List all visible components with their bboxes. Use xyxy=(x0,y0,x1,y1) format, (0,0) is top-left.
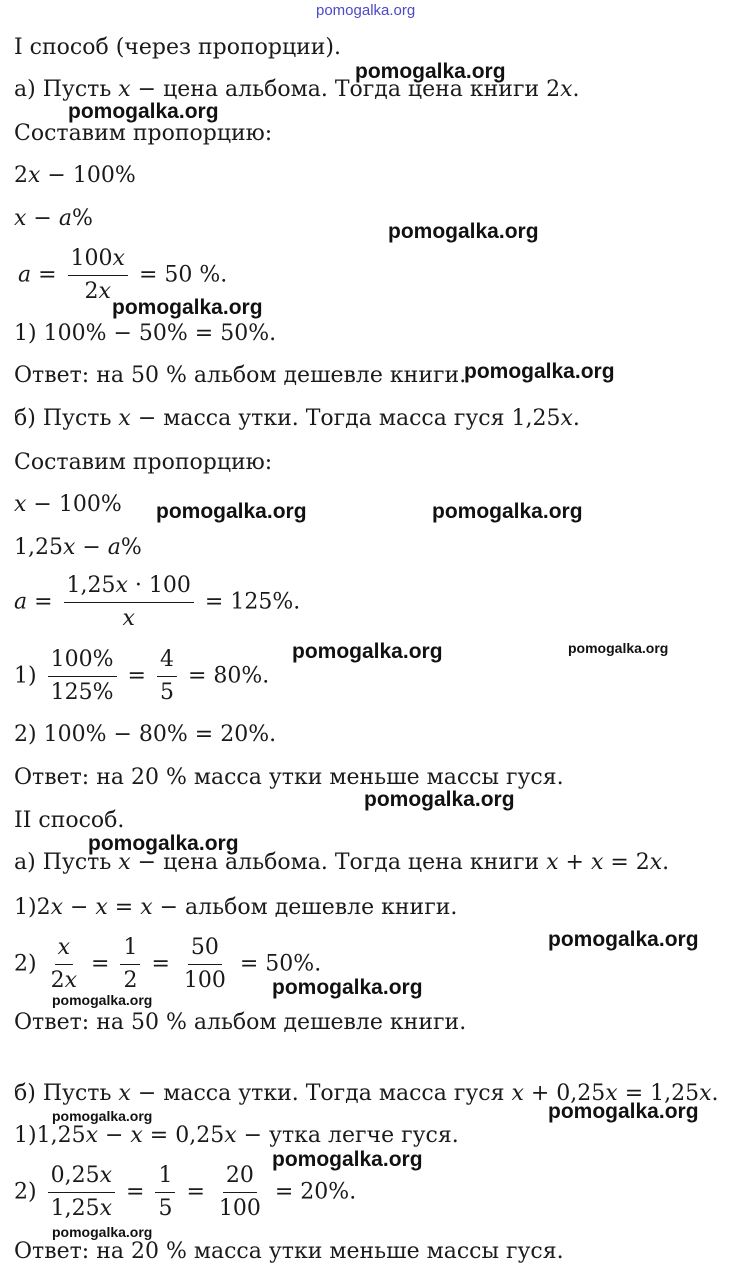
step-label: 1) xyxy=(14,663,37,689)
fraction-denominator: 1,25𝑥 xyxy=(50,1196,112,1221)
fraction-denominator: 100 xyxy=(218,1196,261,1221)
method1-a-answer: Ответ: на 50 % альбом дешевле книги. xyxy=(14,363,467,388)
method1-b-proportion-2: 1,25𝑥 − 𝑎% xyxy=(14,535,142,560)
method1-b-proportion-1: 𝑥 − 100% xyxy=(14,492,122,517)
fraction xyxy=(48,1162,115,1223)
watermark: pomogalka.org xyxy=(52,1108,153,1124)
equals-sign: = xyxy=(186,1179,205,1205)
watermark: pomogalka.org xyxy=(88,832,239,855)
fraction-denominator: 2𝑥 xyxy=(50,968,77,993)
fraction xyxy=(216,1162,264,1223)
method1-b-compose: Составим пропорцию: xyxy=(14,450,273,475)
step-label: 2) xyxy=(14,951,37,977)
fraction-numerator: 100𝑥 xyxy=(68,245,128,276)
method1-a-proportion-1: 2𝑥 − 100% xyxy=(14,163,136,188)
fraction xyxy=(157,646,177,707)
fraction xyxy=(155,1162,175,1223)
watermark: pomogalka.org xyxy=(52,1224,153,1240)
fraction-numerator: 4 xyxy=(157,646,177,677)
method2-a-step1: 1)2𝑥 − 𝑥 = 𝑥 − альбом дешевле книги. xyxy=(14,895,458,920)
equals-sign: = xyxy=(126,1179,145,1205)
watermark: pomogalka.org xyxy=(432,500,583,523)
watermark: pomogalka.org xyxy=(292,640,443,663)
fraction-denominator: 5 xyxy=(159,680,174,705)
method2-b-step1: 1)1,25𝑥 − 𝑥 = 0,25𝑥 − утка легче гуся. xyxy=(14,1123,459,1148)
fraction-numerator: 0,25𝑥 xyxy=(48,1162,115,1193)
method1-a-step1: 1) 100% − 50% = 50%. xyxy=(14,321,277,346)
method1-b-answer: Ответ: на 20 % масса утки меньше массы гуся. xyxy=(14,765,564,790)
fraction-numerator: 100% xyxy=(48,646,117,677)
watermark: pomogalka.org xyxy=(272,1148,423,1171)
fraction xyxy=(181,934,229,995)
method2-title: II способ. xyxy=(14,808,125,833)
fraction-numerator: 𝑥 xyxy=(55,934,73,965)
fraction-denominator: 2 xyxy=(123,968,138,993)
fraction-numerator: 1,25𝑥 · 100 xyxy=(64,572,194,603)
fraction-numerator: 20 xyxy=(223,1162,257,1193)
watermark: pomogalka.org xyxy=(272,976,423,999)
watermark: pomogalka.org xyxy=(464,360,615,383)
eq-lhs: 𝑎 = xyxy=(18,262,57,288)
equals-sign: = xyxy=(91,951,110,977)
method1-b-step1 xyxy=(14,646,269,707)
method2-b-let: б) Пусть 𝑥 − масса утки. Тогда масса гуся 𝑥 + 0,25𝑥 = 1,25𝑥. xyxy=(14,1081,719,1106)
fraction-denominator: 125% xyxy=(50,680,114,705)
fraction-denominator: 𝑥 xyxy=(122,606,135,631)
eq-rhs: = 50 %. xyxy=(138,262,228,288)
fraction-numerator: 50 xyxy=(188,934,222,965)
fraction xyxy=(64,572,194,633)
fraction-denominator: 2𝑥 xyxy=(84,279,111,304)
watermark: pomogalka.org xyxy=(364,788,515,811)
fraction-numerator: 1 xyxy=(155,1162,175,1193)
eq-lhs: 𝑎 = xyxy=(14,589,53,615)
watermark: pomogalka.org xyxy=(316,2,416,19)
watermark: pomogalka.org xyxy=(548,1100,699,1123)
method1-b-equation xyxy=(14,572,300,633)
fraction xyxy=(48,646,117,707)
method1-a-proportion-2: 𝑥 − 𝑎% xyxy=(14,206,93,231)
fraction-denominator: 100 xyxy=(183,968,226,993)
eq-rhs: = 20%. xyxy=(274,1179,357,1205)
method2-b-answer: Ответ: на 20 % масса утки меньше массы гуся. xyxy=(14,1239,564,1264)
method1-title: I способ (через пропорции). xyxy=(14,35,341,60)
watermark: pomogalka.org xyxy=(52,992,153,1008)
watermark: pomogalka.org xyxy=(156,500,307,523)
method2-a-answer: Ответ: на 50 % альбом дешевле книги. xyxy=(14,1010,467,1035)
equals-sign: = xyxy=(127,663,146,689)
method1-a-compose: Составим пропорцию: xyxy=(14,121,273,146)
fraction xyxy=(120,934,140,995)
eq-rhs: = 80%. xyxy=(187,663,270,689)
watermark: pomogalka.org xyxy=(548,928,699,951)
watermark: pomogalka.org xyxy=(68,100,219,123)
watermark: pomogalka.org xyxy=(355,60,506,83)
method2-a-let: а) Пусть 𝑥 − цена альбома. Тогда цена книги 𝑥 + 𝑥 = 2𝑥. xyxy=(14,850,670,875)
step-label: 2) xyxy=(14,1179,37,1205)
watermark: pomogalka.org xyxy=(568,640,669,656)
watermark: pomogalka.org xyxy=(112,296,263,319)
equals-sign: = xyxy=(151,951,170,977)
method1-b-step2: 2) 100% − 80% = 20%. xyxy=(14,722,277,747)
fraction-numerator: 1 xyxy=(120,934,140,965)
eq-rhs: = 125%. xyxy=(204,589,301,615)
eq-rhs: = 50%. xyxy=(239,951,322,977)
fraction xyxy=(48,934,80,995)
method1-b-let: б) Пусть 𝑥 − масса утки. Тогда масса гуся 1,25𝑥. xyxy=(14,406,580,431)
fraction-denominator: 5 xyxy=(158,1196,173,1221)
method1-a-let: а) Пусть 𝑥 − цена альбома. Тогда цена книги 2𝑥. xyxy=(14,77,580,102)
watermark: pomogalka.org xyxy=(388,220,539,243)
